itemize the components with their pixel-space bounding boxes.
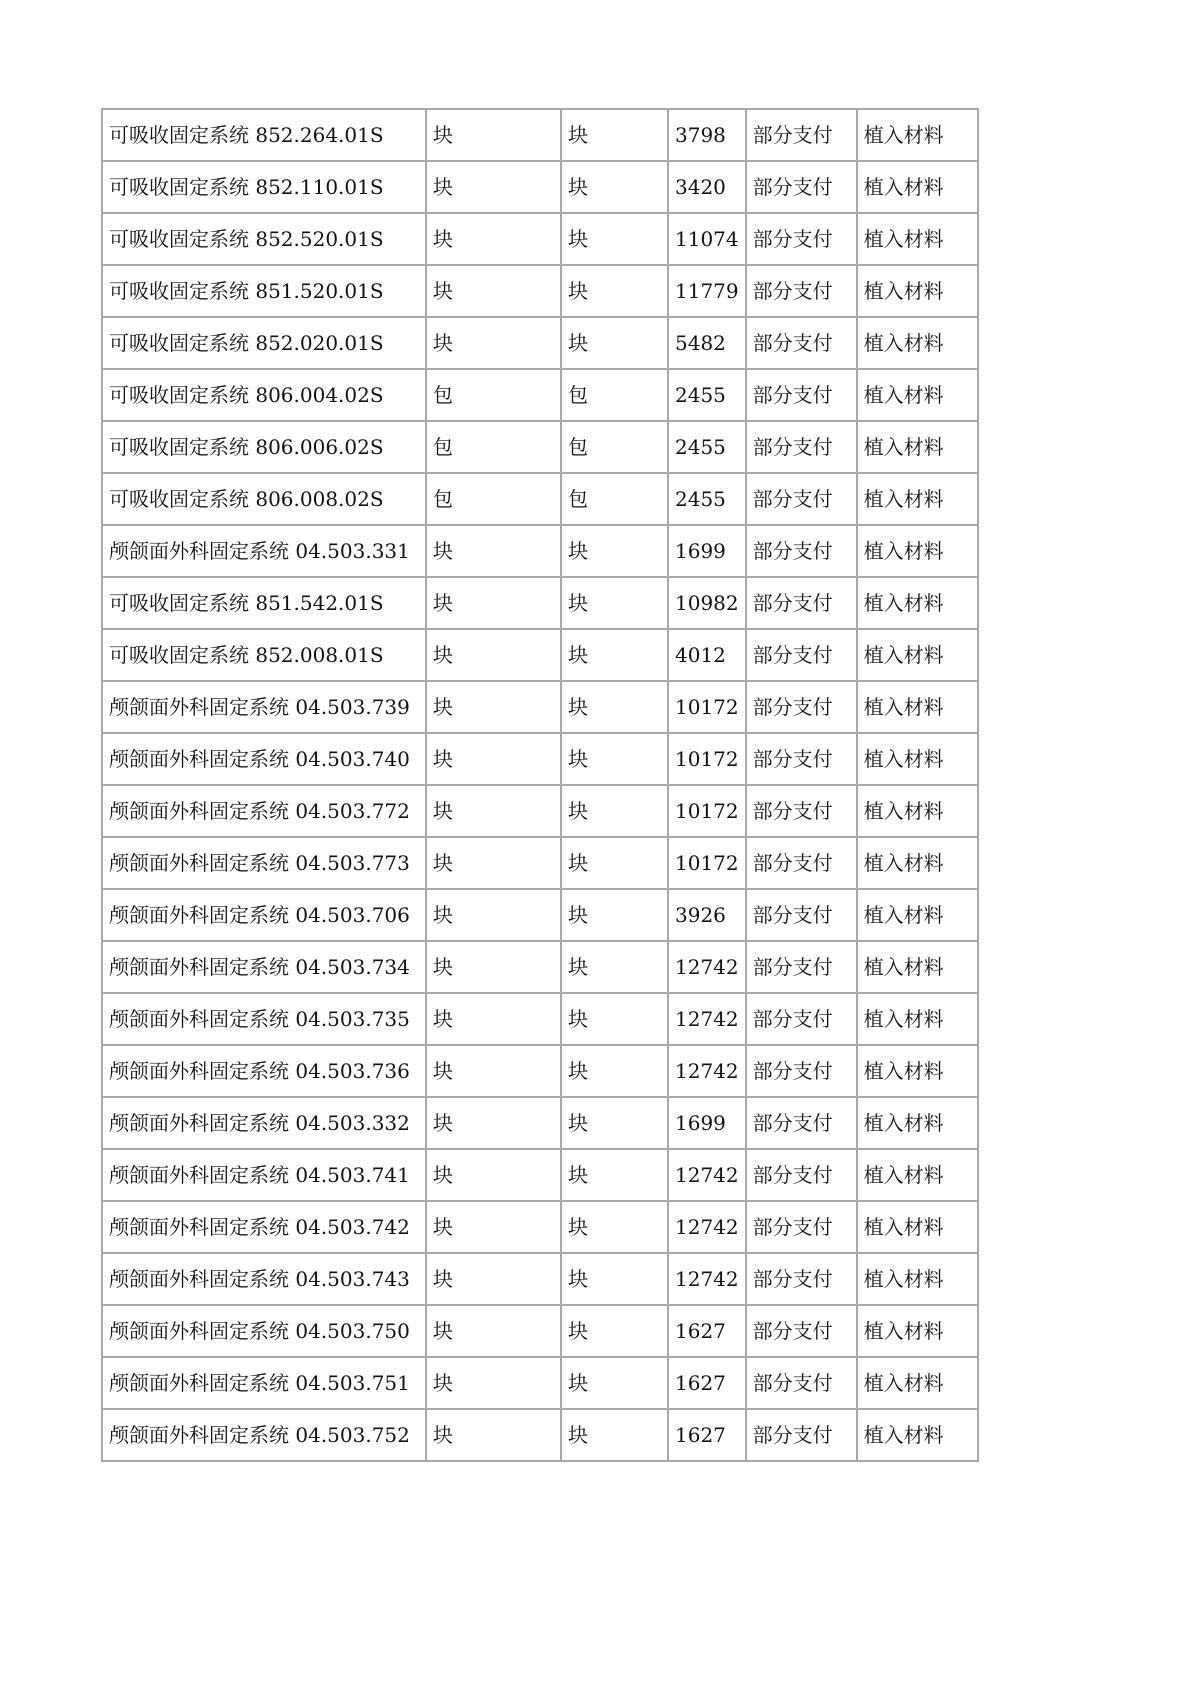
payment-type-cell: 部分支付 — [746, 473, 857, 525]
payment-type-cell: 部分支付 — [746, 577, 857, 629]
unit-cell: 块 — [426, 1045, 561, 1097]
price-cell: 5482 — [668, 317, 746, 369]
category-cell: 植入材料 — [857, 733, 978, 785]
payment-type-cell: 部分支付 — [746, 941, 857, 993]
table-row — [102, 213, 978, 265]
unit-cell: 块 — [561, 1097, 668, 1149]
category-cell: 植入材料 — [857, 1149, 978, 1201]
category-cell: 植入材料 — [857, 1201, 978, 1253]
unit-cell: 块 — [561, 265, 668, 317]
category-cell: 植入材料 — [857, 265, 978, 317]
payment-type-cell: 部分支付 — [746, 525, 857, 577]
unit-cell: 块 — [561, 993, 668, 1045]
payment-type-cell: 部分支付 — [746, 733, 857, 785]
payment-type-cell: 部分支付 — [746, 1149, 857, 1201]
unit-cell: 块 — [426, 525, 561, 577]
price-cell: 1627 — [668, 1305, 746, 1357]
item-name-cell: 可吸收固定系统 851.542.01S — [102, 577, 426, 629]
unit-cell: 块 — [561, 941, 668, 993]
price-cell: 4012 — [668, 629, 746, 681]
item-name-cell: 可吸收固定系统 851.520.01S — [102, 265, 426, 317]
category-cell: 植入材料 — [857, 161, 978, 213]
unit-cell: 包 — [426, 369, 561, 421]
price-cell: 10172 — [668, 681, 746, 733]
unit-cell: 块 — [426, 889, 561, 941]
unit-cell: 块 — [426, 629, 561, 681]
table-row — [102, 109, 978, 161]
unit-cell: 块 — [561, 213, 668, 265]
category-cell: 植入材料 — [857, 1409, 978, 1461]
unit-cell: 块 — [561, 889, 668, 941]
price-cell: 10172 — [668, 785, 746, 837]
item-name-cell: 颅颌面外科固定系统 04.503.706 — [102, 889, 426, 941]
unit-cell: 块 — [561, 1149, 668, 1201]
item-name-cell: 可吸收固定系统 852.264.01S — [102, 109, 426, 161]
item-name-cell: 可吸收固定系统 852.110.01S — [102, 161, 426, 213]
item-name-cell: 颅颌面外科固定系统 04.503.739 — [102, 681, 426, 733]
category-cell: 植入材料 — [857, 1045, 978, 1097]
item-name-cell: 可吸收固定系统 806.006.02S — [102, 421, 426, 473]
price-cell: 12742 — [668, 1045, 746, 1097]
category-cell: 植入材料 — [857, 681, 978, 733]
payment-type-cell: 部分支付 — [746, 629, 857, 681]
unit-cell: 包 — [561, 473, 668, 525]
unit-cell: 块 — [561, 629, 668, 681]
payment-type-cell: 部分支付 — [746, 109, 857, 161]
table-row — [102, 1409, 978, 1461]
unit-cell: 块 — [426, 733, 561, 785]
category-cell: 植入材料 — [857, 525, 978, 577]
category-cell: 植入材料 — [857, 109, 978, 161]
table-row — [102, 681, 978, 733]
category-cell: 植入材料 — [857, 421, 978, 473]
unit-cell: 块 — [426, 161, 561, 213]
price-cell: 1627 — [668, 1357, 746, 1409]
table-row — [102, 577, 978, 629]
table-row — [102, 1149, 978, 1201]
price-cell: 2455 — [668, 473, 746, 525]
category-cell: 植入材料 — [857, 317, 978, 369]
unit-cell: 包 — [561, 369, 668, 421]
table-row — [102, 421, 978, 473]
price-cell: 2455 — [668, 369, 746, 421]
payment-type-cell: 部分支付 — [746, 993, 857, 1045]
payment-type-cell: 部分支付 — [746, 1045, 857, 1097]
unit-cell: 块 — [426, 1253, 561, 1305]
unit-cell: 块 — [426, 681, 561, 733]
table-row — [102, 837, 978, 889]
unit-cell: 块 — [561, 1409, 668, 1461]
table-row — [102, 1305, 978, 1357]
table-row — [102, 629, 978, 681]
category-cell: 植入材料 — [857, 1357, 978, 1409]
item-name-cell: 颅颌面外科固定系统 04.503.742 — [102, 1201, 426, 1253]
table-row — [102, 317, 978, 369]
unit-cell: 块 — [561, 837, 668, 889]
unit-cell: 块 — [426, 1149, 561, 1201]
unit-cell: 块 — [426, 837, 561, 889]
category-cell: 植入材料 — [857, 1097, 978, 1149]
unit-cell: 块 — [426, 1305, 561, 1357]
table-row — [102, 941, 978, 993]
table-row — [102, 161, 978, 213]
table-row — [102, 993, 978, 1045]
unit-cell: 块 — [426, 265, 561, 317]
item-name-cell: 颅颌面外科固定系统 04.503.743 — [102, 1253, 426, 1305]
item-name-cell: 可吸收固定系统 806.004.02S — [102, 369, 426, 421]
item-name-cell: 可吸收固定系统 806.008.02S — [102, 473, 426, 525]
unit-cell: 块 — [426, 317, 561, 369]
price-cell: 10172 — [668, 733, 746, 785]
price-cell: 12742 — [668, 1253, 746, 1305]
payment-type-cell: 部分支付 — [746, 421, 857, 473]
unit-cell: 块 — [426, 785, 561, 837]
unit-cell: 块 — [561, 733, 668, 785]
item-name-cell: 可吸收固定系统 852.020.01S — [102, 317, 426, 369]
table-row — [102, 265, 978, 317]
unit-cell: 块 — [561, 1305, 668, 1357]
price-cell: 1699 — [668, 1097, 746, 1149]
unit-cell: 块 — [426, 993, 561, 1045]
category-cell: 植入材料 — [857, 213, 978, 265]
price-cell: 11779 — [668, 265, 746, 317]
price-cell: 12742 — [668, 993, 746, 1045]
payment-type-cell: 部分支付 — [746, 1253, 857, 1305]
unit-cell: 块 — [561, 1253, 668, 1305]
price-cell: 12742 — [668, 941, 746, 993]
price-cell: 3420 — [668, 161, 746, 213]
table-row — [102, 1097, 978, 1149]
price-cell: 1699 — [668, 525, 746, 577]
unit-cell: 块 — [561, 785, 668, 837]
category-cell: 植入材料 — [857, 993, 978, 1045]
table-row — [102, 1253, 978, 1305]
item-name-cell: 颅颌面外科固定系统 04.503.734 — [102, 941, 426, 993]
payment-type-cell: 部分支付 — [746, 1409, 857, 1461]
price-cell: 11074 — [668, 213, 746, 265]
unit-cell: 块 — [426, 1097, 561, 1149]
unit-cell: 块 — [561, 109, 668, 161]
payment-type-cell: 部分支付 — [746, 1305, 857, 1357]
payment-type-cell: 部分支付 — [746, 681, 857, 733]
item-name-cell: 颅颌面外科固定系统 04.503.741 — [102, 1149, 426, 1201]
payment-type-cell: 部分支付 — [746, 369, 857, 421]
unit-cell: 块 — [426, 109, 561, 161]
unit-cell: 块 — [561, 1045, 668, 1097]
item-name-cell: 可吸收固定系统 852.008.01S — [102, 629, 426, 681]
price-cell: 12742 — [668, 1149, 746, 1201]
payment-type-cell: 部分支付 — [746, 317, 857, 369]
category-cell: 植入材料 — [857, 941, 978, 993]
price-cell: 12742 — [668, 1201, 746, 1253]
unit-cell: 块 — [426, 1409, 561, 1461]
unit-cell: 块 — [426, 1357, 561, 1409]
payment-type-cell: 部分支付 — [746, 1357, 857, 1409]
payment-type-cell: 部分支付 — [746, 161, 857, 213]
item-name-cell: 颅颌面外科固定系统 04.503.773 — [102, 837, 426, 889]
unit-cell: 块 — [426, 213, 561, 265]
table-body — [102, 109, 978, 1461]
unit-cell: 块 — [426, 577, 561, 629]
category-cell: 植入材料 — [857, 629, 978, 681]
item-name-cell: 颅颌面外科固定系统 04.503.752 — [102, 1409, 426, 1461]
item-name-cell: 颅颌面外科固定系统 04.503.772 — [102, 785, 426, 837]
item-name-cell: 颅颌面外科固定系统 04.503.736 — [102, 1045, 426, 1097]
payment-type-cell: 部分支付 — [746, 1097, 857, 1149]
payment-type-cell: 部分支付 — [746, 265, 857, 317]
payment-type-cell: 部分支付 — [746, 889, 857, 941]
unit-cell: 块 — [426, 941, 561, 993]
category-cell: 植入材料 — [857, 837, 978, 889]
category-cell: 植入材料 — [857, 577, 978, 629]
price-cell: 3926 — [668, 889, 746, 941]
unit-cell: 块 — [561, 1201, 668, 1253]
item-name-cell: 可吸收固定系统 852.520.01S — [102, 213, 426, 265]
unit-cell: 包 — [426, 421, 561, 473]
category-cell: 植入材料 — [857, 785, 978, 837]
table-row — [102, 369, 978, 421]
item-name-cell: 颅颌面外科固定系统 04.503.331 — [102, 525, 426, 577]
table-row — [102, 1045, 978, 1097]
unit-cell: 包 — [426, 473, 561, 525]
category-cell: 植入材料 — [857, 1305, 978, 1357]
item-name-cell: 颅颌面外科固定系统 04.503.750 — [102, 1305, 426, 1357]
payment-type-cell: 部分支付 — [746, 837, 857, 889]
unit-cell: 块 — [561, 577, 668, 629]
category-cell: 植入材料 — [857, 889, 978, 941]
unit-cell: 块 — [426, 1201, 561, 1253]
price-cell: 3798 — [668, 109, 746, 161]
table-row — [102, 733, 978, 785]
table-row — [102, 1357, 978, 1409]
category-cell: 植入材料 — [857, 369, 978, 421]
unit-cell: 块 — [561, 525, 668, 577]
price-cell: 1627 — [668, 1409, 746, 1461]
item-name-cell: 颅颌面外科固定系统 04.503.332 — [102, 1097, 426, 1149]
payment-type-cell: 部分支付 — [746, 785, 857, 837]
unit-cell: 包 — [561, 421, 668, 473]
item-name-cell: 颅颌面外科固定系统 04.503.751 — [102, 1357, 426, 1409]
unit-cell: 块 — [561, 161, 668, 213]
payment-type-cell: 部分支付 — [746, 213, 857, 265]
category-cell: 植入材料 — [857, 1253, 978, 1305]
table-row — [102, 525, 978, 577]
unit-cell: 块 — [561, 317, 668, 369]
item-name-cell: 颅颌面外科固定系统 04.503.735 — [102, 993, 426, 1045]
item-name-cell: 颅颌面外科固定系统 04.503.740 — [102, 733, 426, 785]
price-cell: 2455 — [668, 421, 746, 473]
table-row — [102, 473, 978, 525]
table-row — [102, 785, 978, 837]
category-cell: 植入材料 — [857, 473, 978, 525]
table-row — [102, 889, 978, 941]
unit-cell: 块 — [561, 1357, 668, 1409]
table-row — [102, 1201, 978, 1253]
price-cell: 10982 — [668, 577, 746, 629]
price-table — [101, 108, 979, 1462]
unit-cell: 块 — [561, 681, 668, 733]
payment-type-cell: 部分支付 — [746, 1201, 857, 1253]
price-cell: 10172 — [668, 837, 746, 889]
